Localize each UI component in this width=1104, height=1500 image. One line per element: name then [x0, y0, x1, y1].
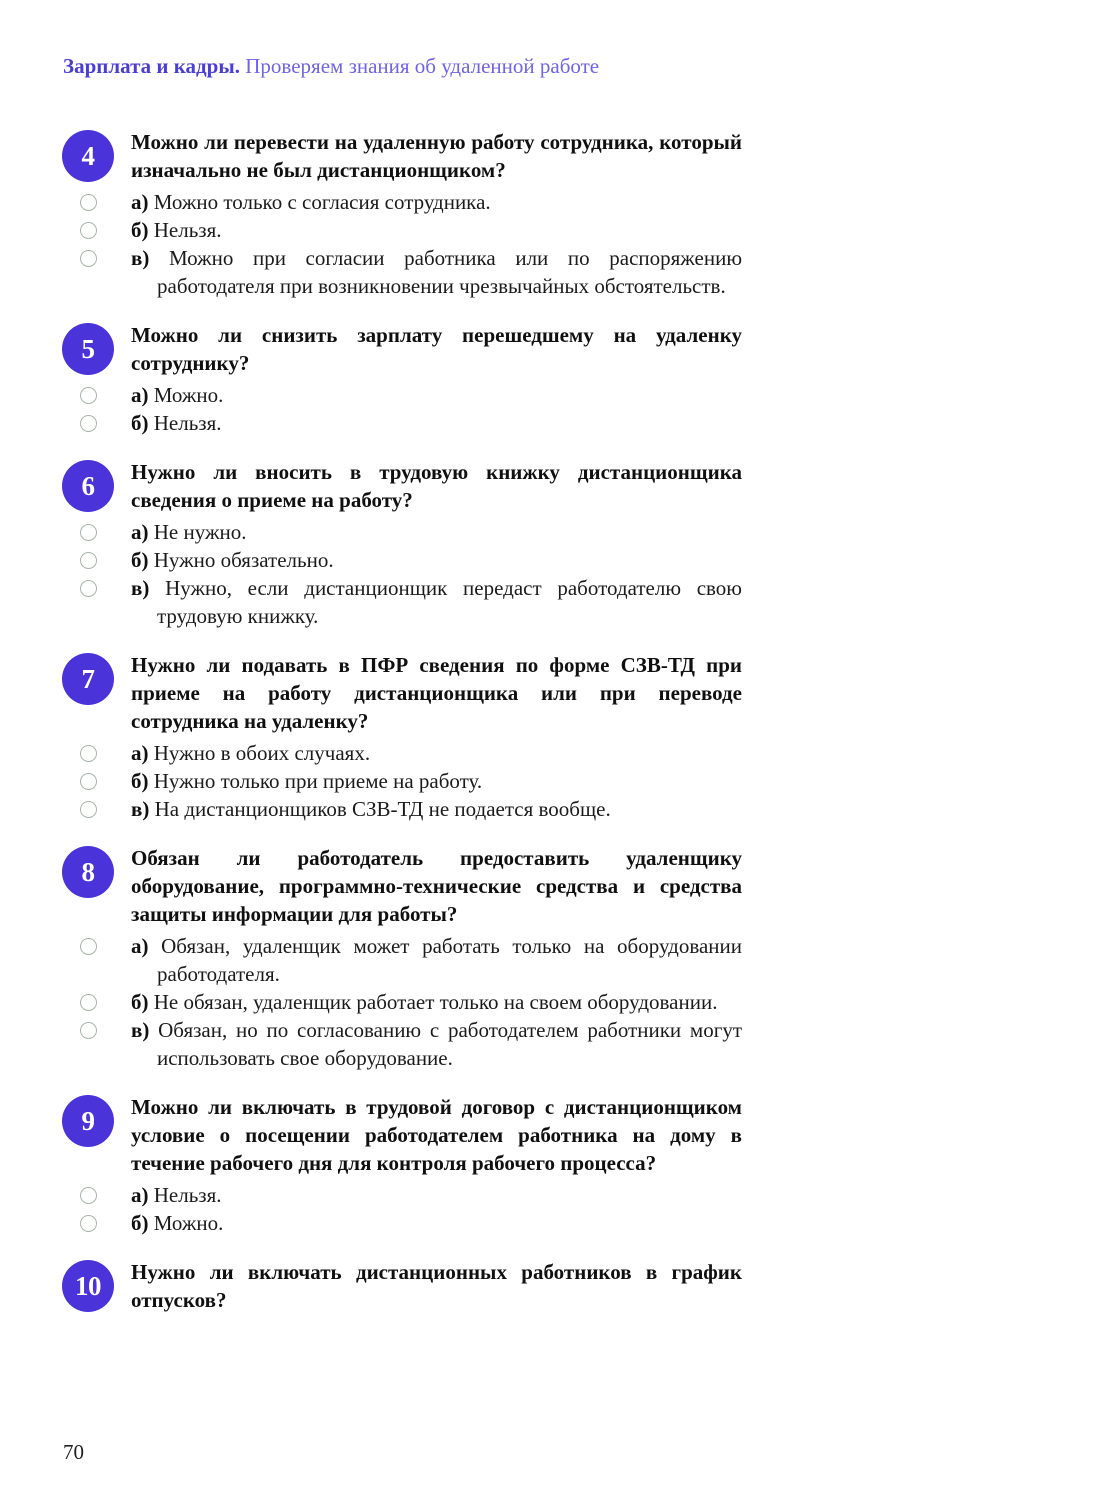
option-text: б) Нужно обязательно.: [131, 548, 334, 572]
answer-option: [62, 1209, 1104, 1237]
option-letter: в): [131, 1018, 150, 1042]
option-letter: в): [131, 797, 150, 821]
answer-option: [62, 244, 1104, 300]
radio-button[interactable]: [80, 524, 97, 541]
question-title: Обязан ли работодатель предоставить удаленщику оборудование, программно-технические средства и средства защиты информации для работы?: [131, 846, 742, 926]
answer-option: [62, 1181, 1104, 1209]
answer-option: [62, 1016, 1104, 1072]
option-letter: б): [131, 769, 149, 793]
answer-option: [62, 409, 1104, 437]
question-number-badge: [62, 130, 114, 182]
option-letter: б): [131, 990, 149, 1014]
question-block-6: [0, 458, 1104, 630]
question-number: 6: [81, 470, 95, 501]
option-letter: б): [131, 411, 149, 435]
header-section-title: Зарплата и кадры.: [63, 54, 241, 78]
radio-button[interactable]: [80, 415, 97, 432]
option-text: б) Нельзя.: [131, 411, 222, 435]
answer-option: [62, 932, 1104, 988]
option-text: в) Нужно, если дистанционщик передаст работодателю свою трудовую книжку.: [131, 576, 743, 628]
answer-option: [62, 574, 1104, 630]
question-number-badge: [62, 323, 114, 375]
question-number: 9: [81, 1105, 95, 1136]
option-text: в) Обязан, но по согласованию с работодателем работники могут использовать свое оборудование.: [131, 1018, 743, 1070]
question-number-badge: [62, 1095, 114, 1147]
question-title: Нужно ли подавать в ПФР сведения по форме СЗВ-ТД при приеме на работу дистанционщика или при переводе сотрудника на удаленку?: [131, 653, 742, 733]
radio-button[interactable]: [80, 801, 97, 818]
answer-option: [62, 739, 1104, 767]
question-block-8: [0, 844, 1104, 1072]
page-number: 70: [63, 1440, 84, 1464]
question-title: Нужно ли включать дистанционных работников в график отпусков?: [131, 1260, 742, 1312]
radio-button[interactable]: [80, 1022, 97, 1039]
question-title: Нужно ли вносить в трудовую книжку дистанционщика сведения о приеме на работу?: [131, 460, 742, 512]
option-letter: а): [131, 1183, 149, 1207]
question-number: 7: [81, 663, 95, 694]
answer-option: [62, 518, 1104, 546]
question-number: 10: [75, 1270, 101, 1301]
question-title: Можно ли включать в трудовой договор с дистанционщиком условие о посещении работодателем работника на дому в течение рабочего дня для контроля рабочего процесса?: [131, 1095, 742, 1175]
answer-option: [62, 216, 1104, 244]
question-block-10: [0, 1258, 1104, 1318]
question-block-4: [0, 128, 1104, 300]
header-subtitle: Проверяем знания об удаленной работе: [240, 54, 600, 78]
radio-button[interactable]: [80, 580, 97, 597]
radio-button[interactable]: [80, 1187, 97, 1204]
option-text: б) Нельзя.: [131, 218, 222, 242]
question-number-badge: [62, 1260, 114, 1312]
radio-button[interactable]: [80, 222, 97, 239]
question-number-badge: [62, 460, 114, 512]
quiz-list: [0, 128, 1104, 1318]
question-number-badge: [62, 846, 114, 898]
question-title: Можно ли перевести на удаленную работу сотрудника, который изначально не был дистанционщиком?: [131, 130, 742, 182]
answer-option: [62, 381, 1104, 409]
option-text: а) Можно.: [131, 383, 224, 407]
radio-button[interactable]: [80, 938, 97, 955]
question-title: Можно ли снизить зарплату перешедшему на удаленку сотруднику?: [131, 323, 742, 375]
answer-option: [62, 546, 1104, 574]
answer-option: [62, 988, 1104, 1016]
radio-button[interactable]: [80, 994, 97, 1011]
radio-button[interactable]: [80, 1215, 97, 1232]
page-header: [63, 52, 1104, 80]
option-letter: б): [131, 548, 149, 572]
option-text: а) Не нужно.: [131, 520, 247, 544]
question-number: 5: [81, 333, 95, 364]
option-letter: а): [131, 520, 149, 544]
option-letter: в): [131, 576, 150, 600]
question-block-9: [0, 1093, 1104, 1237]
answer-option: [62, 795, 1104, 823]
option-text: б) Не обязан, удаленщик работает только на своем оборудовании.: [131, 990, 718, 1014]
option-text: а) Можно только с согласия сотрудника.: [131, 190, 491, 214]
radio-button[interactable]: [80, 250, 97, 267]
option-letter: а): [131, 383, 149, 407]
radio-button[interactable]: [80, 745, 97, 762]
option-letter: а): [131, 741, 149, 765]
answer-option: [62, 767, 1104, 795]
option-text: б) Нужно только при приеме на работу.: [131, 769, 483, 793]
radio-button[interactable]: [80, 773, 97, 790]
question-number: 8: [81, 856, 95, 887]
option-text: в) Можно при согласии работника или по распоряжению работодателя при возникновении чрезвычайных обстоятельств.: [131, 246, 743, 298]
option-text: а) Нужно в обоих случаях.: [131, 741, 371, 765]
option-text: б) Можно.: [131, 1211, 224, 1235]
option-letter: а): [131, 190, 149, 214]
radio-button[interactable]: [80, 194, 97, 211]
question-block-7: [0, 651, 1104, 823]
option-letter: а): [131, 934, 149, 958]
radio-button[interactable]: [80, 552, 97, 569]
question-number-badge: [62, 653, 114, 705]
answer-option: [62, 188, 1104, 216]
option-letter: б): [131, 218, 149, 242]
question-number: 4: [81, 140, 95, 171]
option-text: в) На дистанционщиков СЗВ-ТД не подается вообще.: [131, 797, 611, 821]
option-letter: б): [131, 1211, 149, 1235]
radio-button[interactable]: [80, 387, 97, 404]
option-text: а) Нельзя.: [131, 1183, 222, 1207]
option-letter: в): [131, 246, 150, 270]
option-text: а) Обязан, удаленщик может работать только на оборудовании работодателя.: [131, 934, 742, 986]
question-block-5: [0, 321, 1104, 437]
